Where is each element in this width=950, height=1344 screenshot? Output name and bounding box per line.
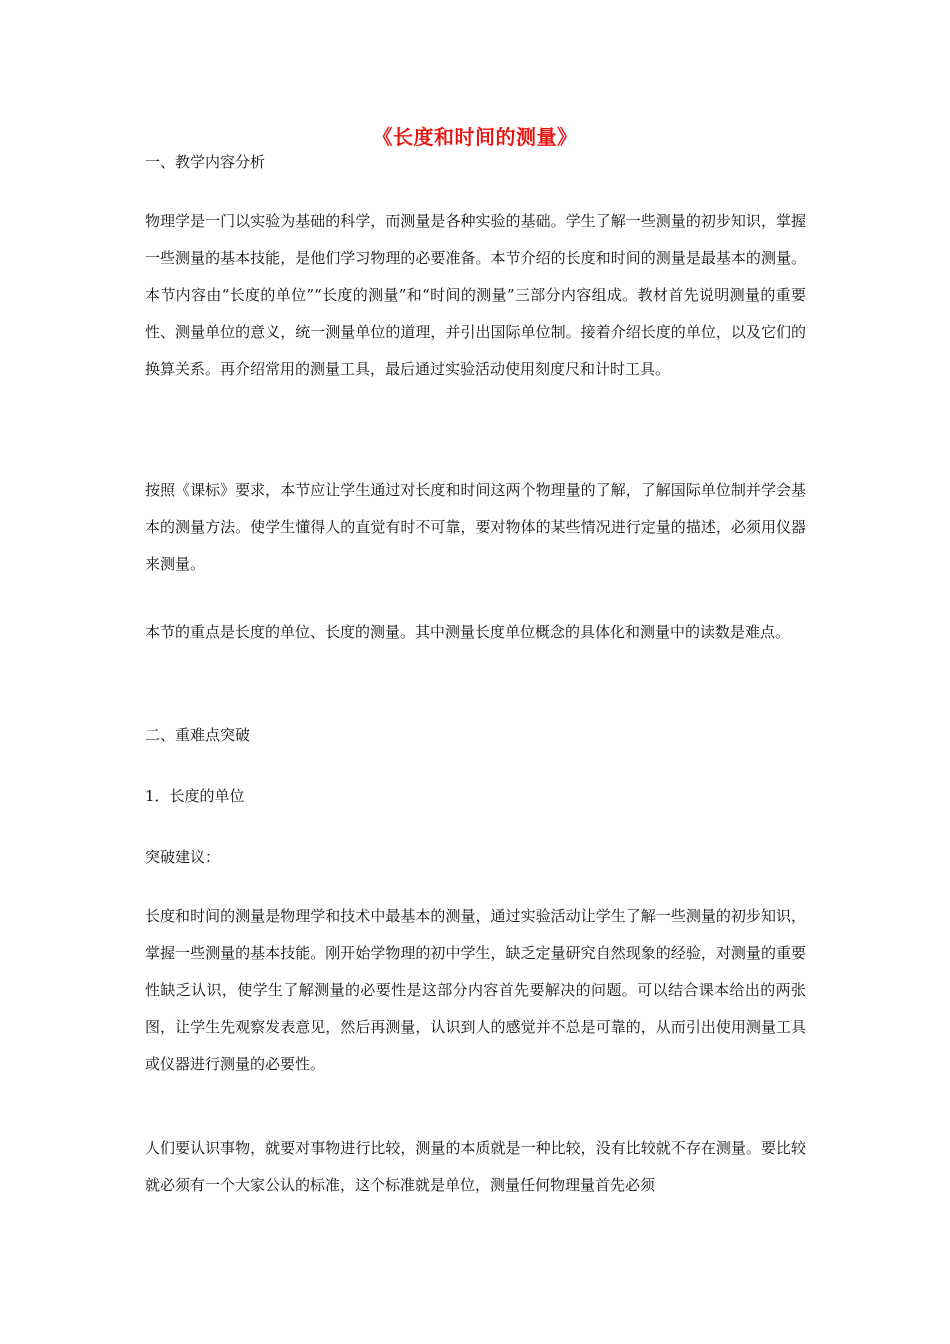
section-heading-teaching-analysis: 一、教学内容分析 (145, 153, 266, 171)
paragraph-key-points: 本节的重点是长度的单位、长度的测量。其中测量长度单位概念的具体化和测量中的读数是难点。 (145, 623, 791, 641)
subheading-length-units: 1．长度的单位 (145, 787, 245, 805)
paragraph-curriculum-requirements: 按照《课标》要求，本节应让学生通过对长度和时间这两个物理量的了解，了解国际单位制并学会基本的测量方法。使学生懂得人的直觉有时不可靠，要对物体的某些情况进行定量的描述，必须用仪器来测量。 (145, 481, 806, 573)
document-title: 《长度和时间的测量》 (372, 125, 578, 149)
label-breakthrough-suggestion: 突破建议： (145, 848, 221, 866)
section-heading-key-difficulties: 二、重难点突破 (145, 726, 251, 744)
paragraph-measurement-basics: 长度和时间的测量是物理学和技术中最基本的测量，通过实验活动让学生了解一些测量的初步知识，掌握一些测量的基本技能。刚开始学物理的初中学生，缺乏定量研究自然现象的经验，对测量的重要性缺乏认识，使学生了解测量的必要性是这部分内容首先要解决的问题。可以结合课本给出的两张图，让学生先观察发表意见，然后再测量，认识到人的感觉并不总是可靠的，从而引出使用测量工具或仪器进行测量的必要性。 (145, 907, 806, 1073)
paragraph-comparison-and-units: 人们要认识事物，就要对事物进行比较，测量的本质就是一种比较，没有比较就不存在测量。要比较就必须有一个大家公认的标准，这个标准就是单位，测量任何物理量首先必须 (145, 1139, 806, 1194)
paragraph-measurement-intro: 物理学是一门以实验为基础的科学，而测量是各种实验的基础。学生了解一些测量的初步知识，掌握一些测量的基本技能，是他们学习物理的必要准备。本节介绍的长度和时间的测量是最基本的测量。本节内容由“长度的单位”“长度的测量”和“时间的测量”三部分内容组成。教材首先说明测量的重要性、测量单位的意义，统一测量单位的道理，并引出国际单位制。接着介绍长度的单位，以及它们的换算关系。再介绍常用的测量工具，最后通过实验活动使用刻度尺和计时工具。 (145, 212, 806, 378)
